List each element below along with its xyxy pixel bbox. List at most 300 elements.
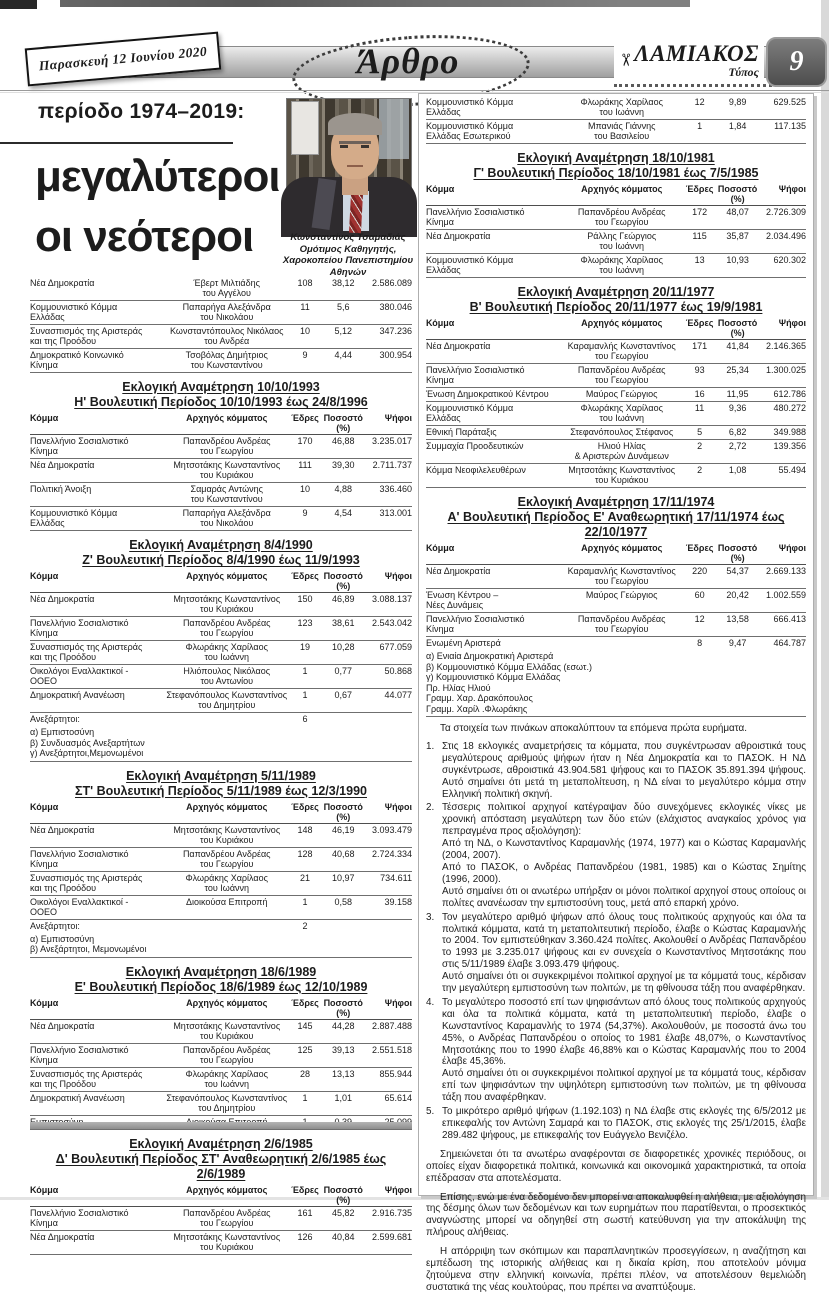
cell-party: Συνασπισμός της Αριστεράς και της Προόδου [30, 871, 164, 895]
findings-paragraph: Από το ΠΑΣΟΚ, ο Ανδρέας Παπανδρέου (1981, 1985) και ο Κώστας Σημίτης (1996, 2000). [442, 861, 806, 885]
bookshelf-binder [291, 101, 319, 155]
cell-percent: 41,84 [715, 340, 761, 364]
table-notes-row [426, 650, 806, 717]
cell-leader: Μητσοτάκης Κωνσταντίνος του Κυριάκου [164, 1019, 290, 1043]
cell-leader: Παπανδρέου Ανδρέας του Γεωργίου [559, 206, 684, 230]
column-header: Ψήφοι [760, 542, 806, 565]
cell-seats: 11 [290, 301, 321, 325]
results-table [426, 96, 806, 144]
table-row [426, 254, 806, 278]
column-header: Ποσοστό (%) [320, 570, 366, 593]
cell-leader: Φλωράκης Χαρίλαος του Ιωάννη [559, 254, 684, 278]
cell-votes: 2.724.334 [366, 847, 412, 871]
cell-party: Κόμμα Νεοφιλελευθέρων [426, 464, 559, 488]
table-row [426, 637, 806, 651]
table-row [30, 1230, 412, 1254]
table-row [30, 847, 412, 871]
column-header: Ποσοστό (%) [320, 997, 366, 1020]
cell-votes: 2.711.737 [366, 459, 412, 483]
results-table-continuation-right [426, 96, 806, 144]
findings-closing-paragraph: Σημειώνεται ότι τα ανωτέρω αναφέρονται σε διαφορετικές χρονικές περιόδους, οι οποίες είχαν διαφορετικά πολιτικά, κοινωνικά και οικονομικά χαρακτηριστικά, τα οποία επέδρασαν στα αποτελέσματα. [426, 1148, 806, 1184]
table-row [426, 206, 806, 230]
cell-seats: 2 [302, 920, 308, 931]
cell-votes: 464.787 [773, 638, 806, 648]
column-header: Ψήφοι [366, 997, 412, 1020]
cell-leader: Μητσοτάκης Κωνσταντίνος του Κυριάκου [164, 823, 290, 847]
cell-percent: 44,28 [320, 1019, 366, 1043]
cell-party: Πανελλήνιο Σοσιαλιστικό Κίνημα [426, 613, 559, 637]
cell-seats: 60 [684, 589, 714, 613]
portrait-brow [339, 141, 371, 144]
table-row [30, 1043, 412, 1067]
cell-percent: 4,88 [320, 483, 366, 507]
cell-percent: 46,19 [320, 823, 366, 847]
cell-votes: 139.356 [760, 440, 806, 464]
table-subtitle: Ε' Βουλευτική Περίοδος 18/6/1989 έως 12/10/1989 [74, 979, 368, 994]
findings-item-number: 3. [426, 911, 435, 923]
cell-votes: 2.586.089 [366, 277, 412, 301]
table-row [426, 364, 806, 388]
cell-leader: Παπανδρέου Ανδρέας του Γεωργίου [559, 364, 684, 388]
table-row [30, 483, 412, 507]
column-header: Έδρες [290, 801, 321, 824]
table-title: Εκλογική Αναμέτρηση 20/11/1977 [517, 285, 715, 299]
cell-seats: 1 [290, 1091, 321, 1115]
findings-item-body [442, 741, 806, 801]
cell-party: Δημοκρατική Ανανέωση [30, 689, 164, 713]
table-row [426, 426, 806, 440]
column-header: Ποσοστό (%) [320, 1184, 366, 1207]
cell-leader: Παπανδρέου Ανδρέας του Γεωργίου [559, 613, 684, 637]
table-row [30, 277, 412, 301]
table-row [30, 1206, 412, 1230]
column-header: Αρχηγός κόμματος [164, 570, 290, 593]
table-subtitle: ΣΤ' Βουλευτική Περίοδος 5/11/1989 έως 12/3/1990 [75, 783, 367, 798]
cell-percent: 0,67 [320, 689, 366, 713]
portrait-eye [361, 145, 369, 148]
table-row [30, 349, 412, 373]
table-title: Εκλογική Αναμέτρηση 5/11/1989 [126, 768, 316, 783]
cell-seats: 12 [684, 613, 714, 637]
cell-leader: Ράλλης Γεώργιος του Ιωάννη [559, 230, 684, 254]
table-subtitle: Η' Βουλευτική Περίοδος 10/10/1993 έως 24/8/1996 [74, 395, 368, 409]
cell-party: Νέα Δημοκρατία [426, 565, 559, 589]
findings-item-body [442, 912, 806, 995]
cell-percent: 39,30 [320, 459, 366, 483]
cell-percent: 4,54 [320, 507, 366, 531]
cell-seats: 9 [290, 507, 321, 531]
column-header: Κόμμα [30, 412, 164, 435]
cell-percent: 20,42 [715, 589, 761, 613]
results-table-1990 [30, 538, 412, 762]
cell-seats: 2 [684, 440, 714, 464]
findings-paragraph: Το μικρότερο αριθμό ψήφων (1.192.103) η ΝΔ έλαβε στις εκλογές της 6/5/2012 με επικεφαλής τον Αντώνη Σαμαρά και το ΠΑΣΟΚ, στις εκλογές της 25/1/2015, έλαβε 289.482 ψήφους, με επικεφαλής τον Ευάγγελο Βενιζέλο. [442, 1106, 806, 1141]
table-row [30, 301, 412, 325]
cell-percent: 39,13 [320, 1043, 366, 1067]
cell-percent: 13,58 [715, 613, 761, 637]
table-row [426, 96, 806, 120]
section-title: Άρθρο [356, 41, 460, 81]
cell-leader [164, 919, 290, 933]
table-subtitle: Α' Βουλευτική Περίοδος Ε' Αναθεωρητική 17/11/1974 έως 22/10/1977 [447, 510, 785, 539]
table-section [30, 769, 412, 958]
column-header: Αρχηγός κόμματος [559, 542, 684, 565]
cell-seats: 170 [290, 435, 321, 459]
cell-party: Πανελλήνιο Σοσιαλιστικό Κίνημα [30, 435, 164, 459]
cell-percent [320, 919, 366, 933]
results-table [30, 997, 412, 1130]
masthead-rule [0, 90, 829, 91]
table-subtitle: Δ' Βουλευτική Περίοδος ΣΤ' Αναθεωρητική 2/6/1985 έως 2/6/1989 [55, 1151, 387, 1181]
issue-date: Παρασκευή 12 Ιουνίου 2020 [38, 43, 208, 74]
cell-party: Συνασπισμός της Αριστεράς και της Προόδου [30, 641, 164, 665]
findings-text [426, 723, 806, 1294]
cell-votes: 666.413 [760, 613, 806, 637]
findings-item-number: 1. [426, 740, 435, 752]
cell-percent: 54,37 [715, 565, 761, 589]
findings-closing-paragraph: Επίσης, ενώ με ένα δεδομένο δεν μπορεί να αποκαλυφθεί η αλήθεια, με αξιολόγηση της δέσμης όλων των δεδομένων και των ευρημάτων που παρατίθενται, ο προσεκτικός αναγνώστης μπορεί να οδηγηθεί στη σωστή κατεύθυνση για την αποκάλυψη της πλήρους αλήθειας. [426, 1191, 806, 1239]
column-header: Κόμμα [426, 542, 559, 565]
cell-percent: 9,36 [715, 402, 761, 426]
cell-leader: Παπανδρέου Ανδρέας του Γεωργίου [164, 847, 290, 871]
cell-seats: 1 [684, 120, 714, 144]
cell-percent: 48,07 [715, 206, 761, 230]
cell-seats: 111 [290, 459, 321, 483]
cell-votes: 2.726.309 [760, 206, 806, 230]
cell-party: Πανελλήνιο Σοσιαλιστικό Κίνημα [30, 1206, 164, 1230]
cell-votes: 2.887.488 [366, 1019, 412, 1043]
cell-leader: Διοικούσα Επιτροπή [164, 895, 290, 919]
cell-percent: 13,13 [320, 1067, 366, 1091]
table-row [426, 613, 806, 637]
column-header: Έδρες [290, 412, 321, 435]
table-section [426, 495, 806, 717]
cell-votes: 44.077 [366, 689, 412, 713]
table-subtitle: Γ' Βουλευτική Περίοδος 18/10/1981 έως 7/5/1985 [473, 166, 759, 180]
cell-votes: 629.525 [760, 96, 806, 120]
cell-seats: 13 [684, 254, 714, 278]
page-number-badge [766, 37, 827, 87]
cell-leader: Μαύρος Γεώργιος [559, 388, 684, 402]
table-header-row [426, 183, 806, 206]
findings-item [426, 912, 806, 995]
table-row [426, 340, 806, 364]
cell-seats: 172 [684, 206, 714, 230]
portrait-tie [349, 193, 363, 234]
column-header: Ψήφοι [366, 1184, 412, 1207]
cell-percent: 1,84 [715, 120, 761, 144]
table-row [30, 325, 412, 349]
findings-item-body [442, 802, 806, 909]
cell-percent: 11,95 [715, 388, 761, 402]
cell-percent: 10,93 [715, 254, 761, 278]
portrait-mouth [347, 165, 363, 167]
table-row [30, 823, 412, 847]
cell-leader: Παπανδρέου Ανδρέας του Γεωργίου [164, 617, 290, 641]
cell-party: Νέα Δημοκρατία [30, 593, 164, 617]
newspaper-subtitle: Τύπος [728, 65, 759, 79]
column-header: Έδρες [290, 1184, 321, 1207]
scan-artifact [0, 0, 37, 9]
cell-percent: 6,82 [715, 426, 761, 440]
cell-party: Νέα Δημοκρατία [30, 1019, 164, 1043]
cell-percent: 1,08 [715, 464, 761, 488]
table-row [30, 665, 412, 689]
cell-percent: 40,84 [320, 1230, 366, 1254]
cell-leader: Μαύρος Γεώργιος [559, 589, 684, 613]
cell-party: Πανελλήνιο Σοσιαλιστικό Κίνημα [30, 617, 164, 641]
cell-party: Οικολόγοι Εναλλακτικοί - ΟΟΕΟ [30, 665, 164, 689]
cell-leader: Παπαρήγα Αλεξάνδρα του Νικολάου [164, 507, 290, 531]
findings-paragraph: Αυτό σημαίνει ότι οι συγκεκριμένοι πολιτικοί αρχηγοί με τα κόμματά τους, κέρδισαν την μεγαλύτερη εμπιστοσύνη των πολιτών, με τη φθίνουσα τάξη που αναφέρθηκαν. [442, 971, 806, 995]
cell-leader: Παπανδρέου Ανδρέας του Γεωργίου [164, 1043, 290, 1067]
cell-party: Ενωμένη Αριστερά [426, 638, 501, 648]
table-section [426, 96, 806, 144]
findings-item-body [442, 1106, 806, 1142]
brand-panel [614, 35, 764, 85]
cell-percent: 10,28 [320, 641, 366, 665]
scan-artifact [60, 0, 690, 7]
cell-seats: 125 [290, 1043, 321, 1067]
table-header-row [30, 997, 412, 1020]
results-table-1974 [426, 495, 806, 717]
cell-leader [164, 713, 290, 727]
table-row [426, 565, 806, 589]
column-header: Κόμμα [30, 570, 164, 593]
column-header: Ποσοστό (%) [715, 542, 761, 565]
cell-votes: 2.599.681 [366, 1230, 412, 1254]
cell-votes [366, 713, 412, 727]
cell-party: Πανελλήνιο Σοσιαλιστικό Κίνημα [30, 847, 164, 871]
cell-percent: 9,89 [715, 96, 761, 120]
findings-paragraph: Αυτό σημαίνει ότι οι συγκεκριμένοι πολιτικοί αρχηγοί με τα κόμματά τους, κέρδισαν επί των ψηφισάντων την υψηλότερη εμπιστοσύνη των πολιτών, με τη φθίνουσα τάξη που αναφέρθηκαν. [442, 1068, 806, 1104]
cell-seats: 171 [684, 340, 714, 364]
results-table [426, 183, 806, 278]
cell-leader: Μητσοτάκης Κωνσταντίνος του Κυριάκου [164, 1230, 290, 1254]
table-title: Εκλογική Αναμέτρηση 18/10/1981 [517, 151, 715, 165]
table-title: Εκλογική Αναμέτρηση 2/6/1985 [129, 1136, 313, 1151]
table-row [30, 435, 412, 459]
column-header: Ποσοστό (%) [320, 801, 366, 824]
cell-seats: 115 [684, 230, 714, 254]
cell-seats: 126 [290, 1230, 321, 1254]
cell-leader: Μητσοτάκης Κωνσταντίνος του Κυριάκου [559, 464, 684, 488]
table-row [426, 440, 806, 464]
cell-seats: 10 [290, 325, 321, 349]
cell-seats: 1 [290, 689, 321, 713]
cell-percent: 46,88 [320, 435, 366, 459]
cell-percent: 0,77 [320, 665, 366, 689]
findings-item-body [442, 997, 806, 1104]
findings-paragraph: Από τη ΝΔ, ο Κωνσταντίνος Καραμανλής (1974, 1977) και ο Κώστας Καραμανλής (2004, 2007). [442, 838, 806, 862]
cell-seats: 1 [290, 895, 321, 919]
column-header: Έδρες [684, 542, 714, 565]
cell-percent: 38,12 [320, 277, 366, 301]
cell-party: Πανελλήνιο Σοσιαλιστικό Κίνημα [426, 364, 559, 388]
cell-percent: 40,68 [320, 847, 366, 871]
cell-percent: 5,6 [320, 301, 366, 325]
column-header: Ψήφοι [760, 317, 806, 340]
table-notes-row [30, 726, 412, 761]
table-row [30, 1019, 412, 1043]
table-row [30, 713, 412, 727]
cell-votes: 336.460 [366, 483, 412, 507]
table-row [30, 689, 412, 713]
article-headline-line1: μεγαλύτεροι [35, 152, 280, 201]
cell-seats: 161 [290, 1206, 321, 1230]
cell-seats: 108 [290, 277, 321, 301]
table-subtitle: Β' Βουλευτική Περίοδος 20/11/1977 έως 19/9/1981 [469, 300, 763, 314]
table-section [30, 277, 412, 373]
date-box [25, 32, 222, 87]
cell-leader: Στεφανόπουλος Στέφανος [559, 426, 684, 440]
cell-party: Συνασπισμός της Αριστεράς και της Προόδου [30, 1067, 164, 1091]
cell-seats: 150 [290, 593, 321, 617]
cell-leader: Καραμανλής Κωνσταντίνος του Γεωργίου [559, 565, 684, 589]
results-table [426, 317, 806, 488]
cell-party: Νέα Δημοκρατία [30, 277, 164, 301]
findings-item [426, 1106, 806, 1142]
table-row [30, 1091, 412, 1115]
photo-caption: Κωνσταντίνος Τσαμαδιάς Ομότιμος Καθηγητής, Χαροκοπείου Πανεπιστημίου Αθηνών [282, 232, 414, 278]
cell-party: Εθνική Παράταξις [426, 426, 559, 440]
article-kicker: περίοδο 1974–2019: [38, 100, 245, 123]
column-header: Κόμμα [30, 1184, 164, 1207]
cell-party: Πολιτική Άνοιξη [30, 483, 164, 507]
column-header: Ποσοστό (%) [320, 412, 366, 435]
cell-votes: 65.614 [366, 1091, 412, 1115]
left-column [30, 277, 412, 1252]
portrait-photo [286, 98, 412, 230]
cell-votes [366, 919, 412, 933]
findings-item [426, 997, 806, 1104]
column-header: Ψήφοι [760, 183, 806, 206]
cell-party: Κομμουνιστικό Κόμμα Ελλάδας [30, 301, 164, 325]
table-section [30, 380, 412, 531]
cell-seats: 2 [684, 464, 714, 488]
kicker-rule [0, 142, 233, 144]
cell-seats: 11 [684, 402, 714, 426]
cell-votes: 349.988 [760, 426, 806, 440]
table-header-row [30, 1184, 412, 1207]
cell-percent: 4,44 [320, 349, 366, 373]
cell-votes: 612.786 [760, 388, 806, 402]
cell-votes: 2.669.133 [760, 565, 806, 589]
cell-seats: 19 [290, 641, 321, 665]
cell-leader: Φλωράκης Χαρίλαος του Ιωάννη [164, 1067, 290, 1091]
table-row [426, 120, 806, 144]
cell-votes: 117.135 [760, 120, 806, 144]
findings-paragraph: Τον μεγαλύτερο αριθμό ψήφων από όλους τους πολιτικούς αρχηγούς και όλα τα πολιτικά κόμματα, κατά τη μεταπολιτευτική περίοδο, έλαβε ο Κώστας Καραμανλής το 2004. Τον εμπιστεύθηκαν 3.360.424 πολίτες. Ακολουθεί ο Ανδρέας Παπανδρέου το 1993 με 3.235.017 ψήφους και εν συνεχεία ο Κωνσταντίνος Μητσοτάκης που στις 5/11/1989 έλαβε 3.093.479 ψήφους. [442, 911, 806, 971]
column-header: Έδρες [290, 570, 321, 593]
cell-votes: 2.543.042 [366, 617, 412, 641]
cell-leader: Φλωράκης Χαρίλαος του Ιωάννη [164, 641, 290, 665]
findings-intro: Τα στοιχεία των πινάκων αποκαλύπτουν τα επόμενα πρώτα ευρήματα. [440, 723, 747, 734]
cell-party: Ένωση Κέντρου – Νέες Δυνάμεις [426, 589, 559, 613]
cell-seats: 128 [290, 847, 321, 871]
cell-votes: 313.001 [366, 507, 412, 531]
cell-percent: 45,82 [320, 1206, 366, 1230]
findings-item [426, 802, 806, 909]
cell-party: Ένωση Δημοκρατικού Κέντρου [426, 388, 559, 402]
cell-leader: Φλωράκης Χαρίλαος του Ιωάννη [559, 96, 684, 120]
cell-votes: 347.236 [366, 325, 412, 349]
cell-party: Δημοκρατική Ανανέωση [30, 1091, 164, 1115]
cell-percent [320, 713, 366, 727]
table-section [30, 538, 412, 762]
cell-leader: Παπαρήγα Αλεξάνδρα του Νικολάου [164, 301, 290, 325]
cell-seats: 21 [290, 871, 321, 895]
column-header: Ψήφοι [366, 412, 412, 435]
table-row [30, 895, 412, 919]
column-header: Κόμμα [30, 997, 164, 1020]
page-edge [821, 0, 829, 1200]
column-header: Έδρες [684, 183, 714, 206]
cell-party: Κομμουνιστικό Κόμμα Ελλάδας [426, 402, 559, 426]
cell-percent: 35,87 [715, 230, 761, 254]
cell-leader: Φλωράκης Χαρίλαος του Ιωάννη [559, 402, 684, 426]
findings-paragraph: Στις 18 εκλογικές αναμετρήσεις τα κόμματα, που συγκέντρωσαν αθροιστικά τους μεγαλύτερους αριθμούς ψήφων ήταν η Νέα Δημοκρατία και το ΠΑΣΟΚ. Η ΝΔ συγκέντρωσε, αθροιστικά 43.904.581 ψήφους και το ΠΑΣΟΚ 35.891.394 ψήφους. Αυτό σημαίνει ότι μετά τη μεταπολίτευση, η ΝΔ είναι το μεγαλύτερο κόμμα στην Ελληνική πολιτική σκηνή. [442, 740, 806, 800]
newspaper-name: ΛΑΜΙΑΚΟΣ [634, 41, 759, 66]
right-column-box [418, 93, 814, 1293]
table-section [30, 1137, 412, 1255]
cell-votes: 39.158 [366, 895, 412, 919]
cell-leader [559, 637, 684, 651]
cell-votes: 620.302 [760, 254, 806, 278]
cell-votes: 300.954 [366, 349, 412, 373]
cell-votes: 3.093.479 [366, 823, 412, 847]
cell-seats: 1 [290, 665, 321, 689]
table-row [426, 589, 806, 613]
column-header: Ψήφοι [366, 801, 412, 824]
table-title: Εκλογική Αναμέτρηση 18/6/1989 [125, 964, 317, 979]
cell-percent: 2,72 [715, 440, 761, 464]
cell-party: Συνασπισμός της Αριστεράς και της Προόδου [30, 325, 164, 349]
cell-leader: Μητσοτάκης Κωνσταντίνος του Κυριάκου [164, 593, 290, 617]
results-table-1989-jun [30, 965, 412, 1130]
cell-party: Συμμαχία Προοδευτικών [426, 440, 559, 464]
cell-votes: 855.944 [366, 1067, 412, 1091]
cell-party: Κομμουνιστικό Κόμμα Ελλάδας Εσωτερικού [426, 120, 559, 144]
cell-notes: α) Εμπιστοσύνη β) Ανεξάρτητοι, Μεμονωμένοι [30, 933, 412, 958]
table-row [30, 1067, 412, 1091]
cell-party: Κομμουνιστικό Κόμμα Ελλάδας [426, 254, 559, 278]
cell-notes: α) Εμπιστοσύνη β) Συνδυασμός Ανεξαρτήτων γ) Ανεξάρτητοι,Μεμονωμένοι [30, 726, 412, 761]
cell-seats: 12 [684, 96, 714, 120]
column-header: Κόμμα [426, 317, 559, 340]
results-table-1985 [30, 1137, 412, 1255]
cell-seats: 6 [302, 714, 308, 724]
results-table [30, 1184, 412, 1255]
cell-percent: 38,61 [320, 617, 366, 641]
findings-item-number: 4. [426, 996, 435, 1008]
cell-seats: 28 [290, 1067, 321, 1091]
article-headline-line2: οι νεότεροι [35, 212, 254, 261]
cell-party: Κομμουνιστικό Κόμμα Ελλάδας [426, 96, 559, 120]
cell-percent: 25,34 [715, 364, 761, 388]
table-row [30, 871, 412, 895]
column-header: Αρχηγός κόμματος [164, 412, 290, 435]
cell-party: Πανελλήνιο Σοσιαλιστικό Κίνημα [426, 206, 559, 230]
table-row [30, 593, 412, 617]
table-header-row [30, 412, 412, 435]
cell-leader: Παπανδρέου Ανδρέας του Γεωργίου [164, 1206, 290, 1230]
results-table-1989-nov [30, 769, 412, 958]
table-subtitle: Ζ' Βουλευτική Περίοδος 8/4/1990 έως 11/9/1993 [82, 553, 360, 567]
column-header: Αρχηγός κόμματος [164, 1184, 290, 1207]
results-table [426, 542, 806, 717]
column-header: Αρχηγός κόμματος [164, 801, 290, 824]
